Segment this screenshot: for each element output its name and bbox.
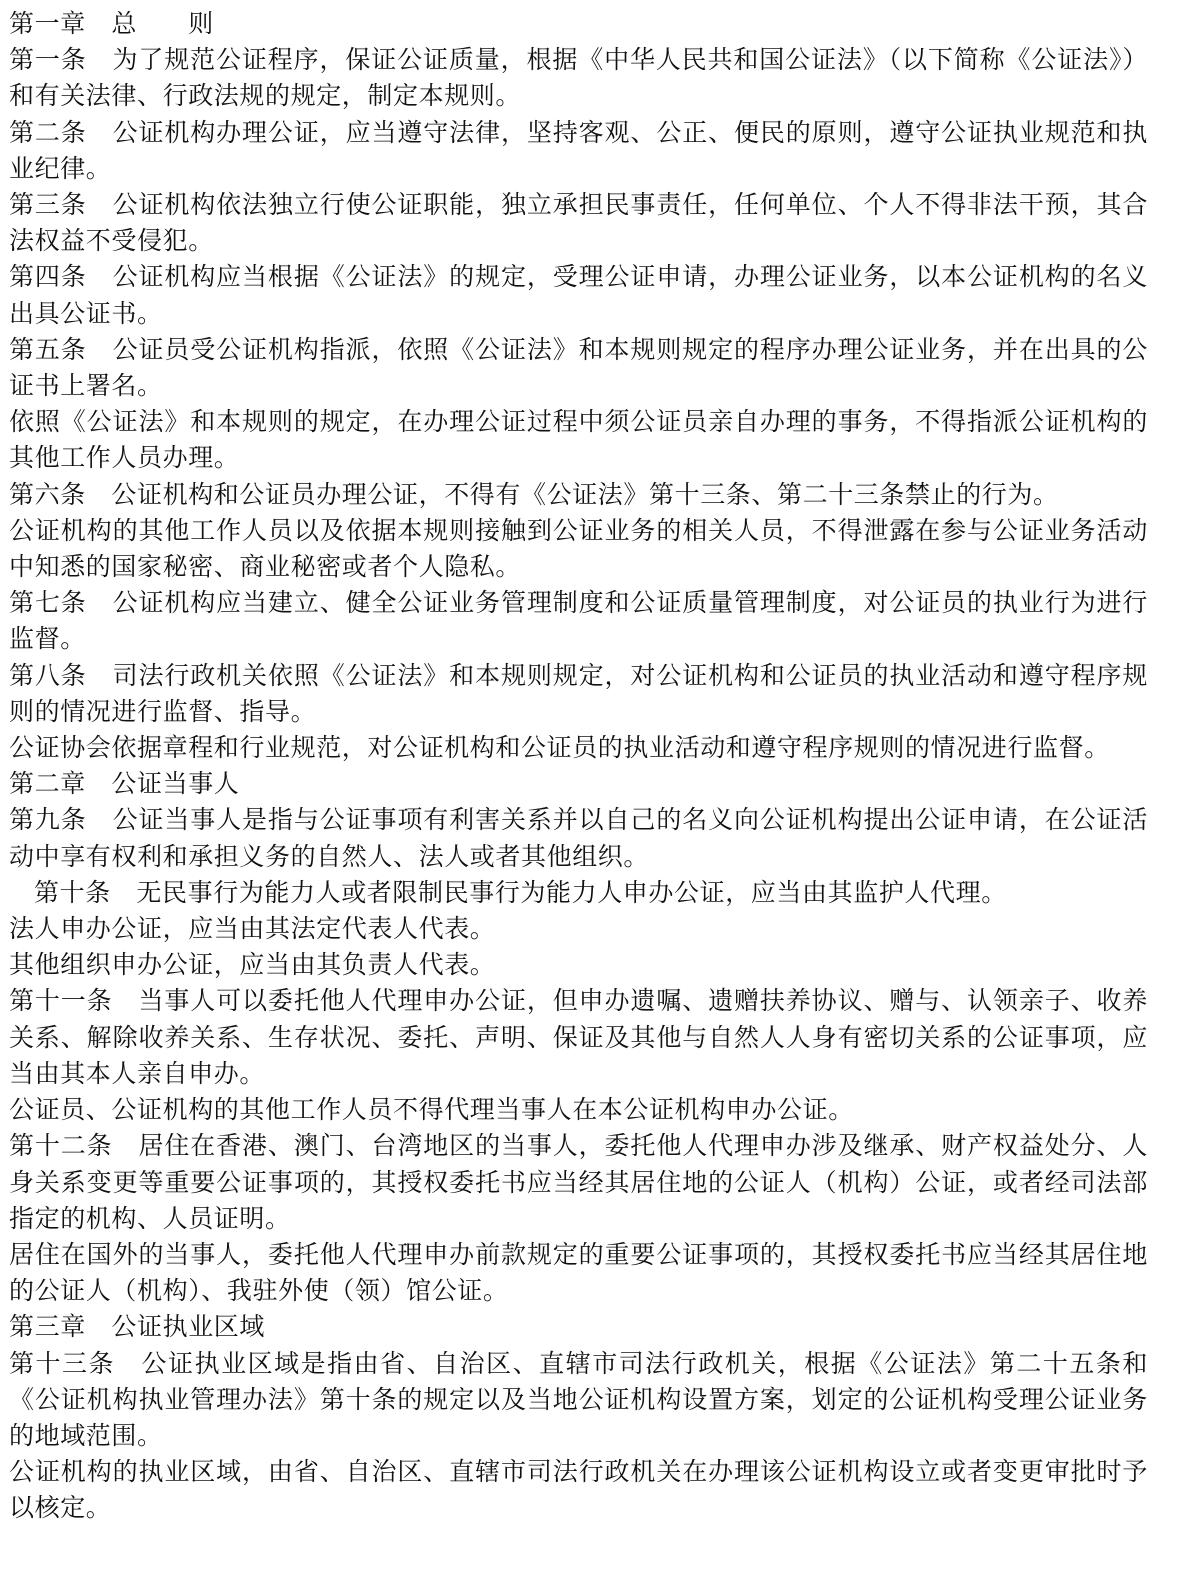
paragraph: 第三章 公证执业区域 bbox=[9, 1312, 266, 1342]
paragraph: 第一章 总 则 bbox=[9, 9, 214, 38]
paragraph: 第一条 为了规范公证程序，保证公证质量，根据《中华人民共和国公证法》（以下简称《公证法》）和有关法律、行政法规的规定，制定本规则。 bbox=[9, 45, 1148, 111]
paragraph: 第二条 公证机构办理公证，应当遵守法律，坚持客观、公正、便民的原则，遵守公证执业规范和执业纪律。 bbox=[9, 117, 1148, 183]
paragraph: 公证机构的执业区域，由省、自治区、直辖市司法行政机关在办理该公证机构设立或者变更审批时予以核定。 bbox=[9, 1457, 1148, 1523]
paragraph: 第十条 无民事行为能力人或者限制民事行为能力人申办公证，应当由其监护人代理。 bbox=[34, 877, 1007, 907]
paragraph: 第十一条 当事人可以委托他人代理申办公证，但申办遗嘱、遗赠扶养协议、赠与、认领亲子、收养关系、解除收养关系、生存状况、委托、声明、保证及其他与自然人人身有密切关系的公证事项，应当由其本人亲自申办。 bbox=[9, 986, 1148, 1088]
paragraph: 第三条 公证机构依法独立行使公证职能，独立承担民事责任，任何单位、个人不得非法干预，其合法权益不受侵犯。 bbox=[9, 190, 1148, 256]
paragraph: 依照《公证法》和本规则的规定，在办理公证过程中须公证员亲自办理的事务，不得指派公证机构的其他工作人员办理。 bbox=[9, 407, 1148, 473]
paragraph: 第二章 公证当事人 bbox=[9, 769, 240, 799]
paragraph: 第七条 公证机构应当建立、健全公证业务管理制度和公证质量管理制度，对公证员的执业行为进行监督。 bbox=[9, 588, 1148, 654]
paragraph: 法人申办公证，应当由其法定代表人代表。 bbox=[9, 914, 496, 944]
paragraph: 公证机构的其他工作人员以及依据本规则接触到公证业务的相关人员，不得泄露在参与公证业务活动中知悉的国家秘密、商业秘密或者个人隐私。 bbox=[9, 515, 1148, 582]
paragraph: 第四条 公证机构应当根据《公证法》的规定，受理公证申请，办理公证业务，以本公证机构的名义出具公证书。 bbox=[9, 262, 1148, 328]
paragraph: 第六条 公证机构和公证员办理公证，不得有《公证法》第十三条、第二十三条禁止的行为。 bbox=[9, 479, 1059, 509]
paragraph: 公证员、公证机构的其他工作人员不得代理当事人在本公证机构申办公证。 bbox=[9, 1095, 854, 1125]
paragraph: 第五条 公证员受公证机构指派，依照《公证法》和本规则规定的程序办理公证业务，并在出具的公证书上署名。 bbox=[9, 334, 1148, 401]
paragraph: 第九条 公证当事人是指与公证事项有利害关系并以自己的名义向公证机构提出公证申请，在公证活动中享有权利和承担义务的自然人、法人或者其他组织。 bbox=[9, 805, 1148, 871]
paragraph: 居住在国外的当事人，委托他人代理申办前款规定的重要公证事项的，其授权委托书应当经其居住地的公证人（机构）、我驻外使（领）馆公证。 bbox=[9, 1239, 1148, 1306]
paragraph: 其他组织申办公证，应当由其负责人代表。 bbox=[9, 950, 496, 980]
paragraph: 第十三条 公证执业区域是指由省、自治区、直辖市司法行政机关，根据《公证法》第二十五条和《公证机构执业管理办法》第十条的规定以及当地公证机构设置方案，划定的公证机构受理公证业务的地域范围。 bbox=[9, 1348, 1148, 1450]
paragraph: 第十二条 居住在香港、澳门、台湾地区的当事人，委托他人代理申办涉及继承、财产权益处分、人身关系变更等重要公证事项的，其授权委托书应当经其居住地的公证人（机构）公证，或者经司法部指定的机构、人员证明。 bbox=[9, 1131, 1148, 1233]
paragraph: 第八条 司法行政机关依照《公证法》和本规则规定，对公证机构和公证员的执业活动和遵守程序规则的情况进行监督、指导。 bbox=[9, 660, 1148, 726]
paragraph: 公证协会依据章程和行业规范，对公证机构和公证员的执业活动和遵守程序规则的情况进行监督。 bbox=[9, 733, 1110, 763]
